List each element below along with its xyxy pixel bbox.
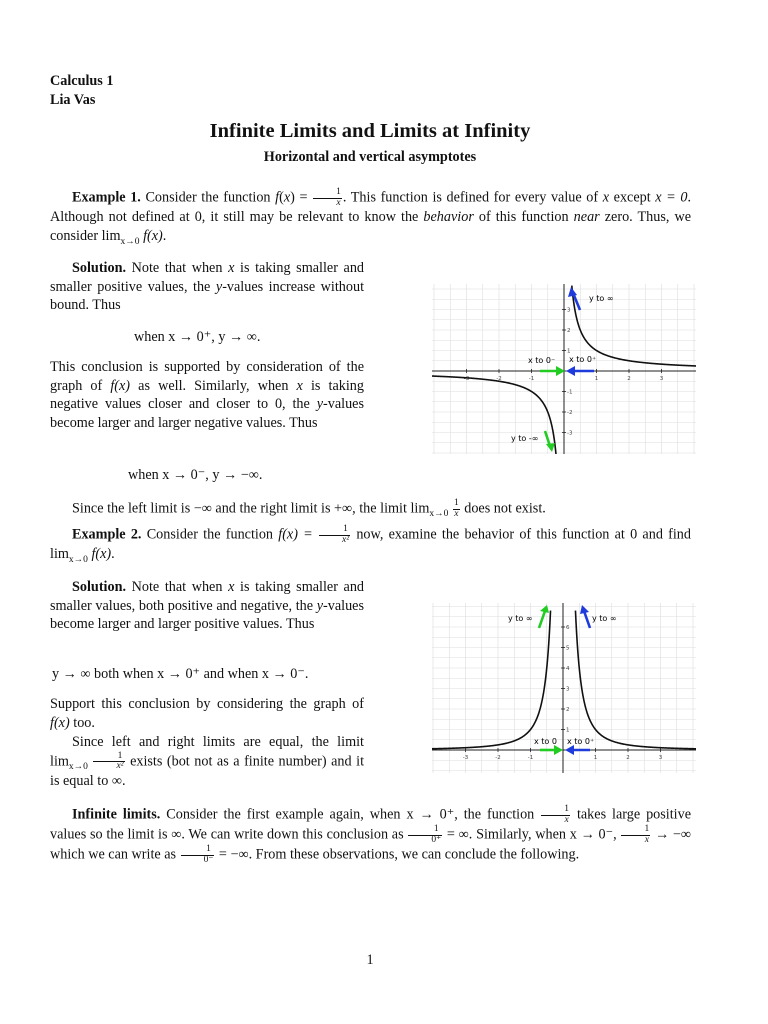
solution2-paragraph-c: Since left and right limits are equal, the limit $\lim_{x\to 0}$ $\frac{1}{\text{x²}}$ exists (bot not as a finite number) and it is equal to ∞. bbox=[50, 734, 365, 789]
example2-paragraph: Example 2. Consider the function f(x) = $\frac{1}{\text{x²}}$ now, examine the behavior of this function at 0 and find $\lim_{x\to 0} f(x)$. bbox=[50, 524, 691, 565]
x-tick-label: -1 bbox=[528, 376, 535, 382]
arrow-x-to-0-left bbox=[540, 745, 563, 755]
y-tick-label: 2 bbox=[567, 328, 571, 334]
y-tick-label: 3 bbox=[567, 307, 571, 314]
label-x-to-0-minus: x to 0⁻ bbox=[528, 356, 556, 365]
label-y-to-neg-infinity: y to -∞ bbox=[511, 434, 539, 443]
y-tick-label: -2 bbox=[567, 410, 573, 416]
solution2-label: Solution. bbox=[72, 579, 127, 595]
graph-one-over-x bbox=[432, 284, 696, 454]
solution2-paragraph-a: Solution. Note that when x is taking smaller and smaller values, both positive and negative, the y-values become larger and larger positive values. Thus bbox=[50, 579, 365, 633]
y-tick-label: 1 bbox=[567, 348, 571, 355]
label-y-to-infinity-right: y to ∞ bbox=[592, 614, 617, 623]
y-tick-label: 1 bbox=[566, 727, 570, 734]
label-x-to-0-right: x to 0⁺ bbox=[567, 737, 595, 746]
solution1-label: Solution. bbox=[72, 260, 127, 276]
solution2-paragraph-b: Support this conclusion by considering the graph of f(x) too. bbox=[50, 696, 364, 731]
course-name: Calculus 1 bbox=[50, 73, 114, 89]
solution1-paragraph-a: Solution. Note that when x is taking smaller and smaller positive values, the y-values increase without bound. Thus bbox=[50, 260, 365, 314]
equation-right-limit: when x → 0⁺, y → ∞. bbox=[134, 329, 261, 345]
label-x-to-0-left: x to 0 bbox=[534, 737, 557, 746]
label-y-to-infinity-left: y to ∞ bbox=[508, 614, 533, 623]
x-tick-label: -2 bbox=[496, 376, 502, 382]
graph-one-over-x-squared bbox=[432, 603, 696, 773]
solution1-paragraph-b: This conclusion is supported by consideration of the graph of f(x) as well. Similarly, when x is taking negative values closer and closer to 0, the y-values become larger and larger negative values. Thus bbox=[50, 359, 365, 431]
x-tick-label: -3 bbox=[463, 376, 470, 382]
example2-label: Example 2. bbox=[72, 526, 142, 543]
author-name: Lia Vas bbox=[50, 92, 96, 108]
label-y-to-infinity: y to ∞ bbox=[589, 294, 614, 303]
page-number: 1 bbox=[366, 952, 374, 968]
page-title: Infinite Limits and Limits at Infinity bbox=[209, 120, 531, 142]
y-tick-label: 2 bbox=[566, 707, 570, 713]
x-tick-label: 1 bbox=[593, 755, 598, 761]
graph2-curve-left bbox=[432, 611, 551, 749]
arrow-x-to-0-minus bbox=[540, 366, 565, 376]
equation-both-sides: y → ∞ both when x → 0⁺ and when x → 0⁻. bbox=[52, 666, 309, 682]
solution1-conclusion: Since the left limit is −∞ and the right limit is +∞, the limit $\lim_{x\to 0}$ $\frac{1}{x}$ does not exist. bbox=[72, 498, 546, 520]
x-tick-label: 2 bbox=[626, 755, 630, 761]
y-tick-label: -3 bbox=[567, 430, 573, 437]
label-x-to-0-plus: x to 0⁺ bbox=[569, 355, 597, 364]
y-tick-label: -1 bbox=[567, 389, 573, 396]
arrow-x-to-0-right bbox=[565, 745, 590, 755]
infinite-limits-label: Infinite limits. bbox=[72, 806, 161, 823]
page-subtitle: Horizontal and vertical asymptotes bbox=[263, 149, 477, 165]
example1-paragraph: Example 1. Consider the function f(x) = $\frac{1}{x}$ . This function is defined for every value of x except x = 0. Although not defined at 0, it still may be relevant to know the behavior of this function near zero. Thus, we consider $\lim_{x\to 0} f(x)$. bbox=[50, 187, 692, 247]
x-tick-label: -3 bbox=[462, 755, 469, 761]
graph2-curve-right bbox=[575, 611, 696, 749]
x-tick-label: -1 bbox=[527, 755, 534, 761]
x-tick-label: 3 bbox=[658, 755, 663, 761]
fraction-1-over-x: $\frac{1}{x}$ bbox=[313, 188, 342, 208]
x-tick-label: -2 bbox=[495, 755, 501, 761]
y-tick-label: 3 bbox=[566, 686, 570, 693]
example1-label: Example 1. bbox=[72, 189, 141, 206]
x-tick-label: 2 bbox=[627, 376, 631, 382]
fraction-1-over-x-squared: $\frac{1}{\text{x²}}$ bbox=[319, 525, 350, 545]
y-tick-label: 5 bbox=[566, 645, 570, 652]
infinite-limits-paragraph: Infinite limits. Consider the first example again, when x → 0⁺, the function $\frac{1}{x}$ takes large positive values so the limit is ∞. We can write down this conclusion as $\frac{1}{0^+}$ = ∞. Similarly, when x → 0⁻, $\frac{1}{x}$ → −∞ which we can write as $\frac{1}{0^-}$ = −∞. From these observations, we can conclude the following. bbox=[50, 804, 692, 865]
x-tick-label: 1 bbox=[594, 376, 599, 382]
y-tick-label: 6 bbox=[566, 625, 570, 631]
y-tick-label: 4 bbox=[566, 666, 570, 672]
equation-left-limit: when x → 0⁻, y → −∞. bbox=[128, 467, 263, 483]
x-tick-label: 3 bbox=[659, 376, 664, 382]
